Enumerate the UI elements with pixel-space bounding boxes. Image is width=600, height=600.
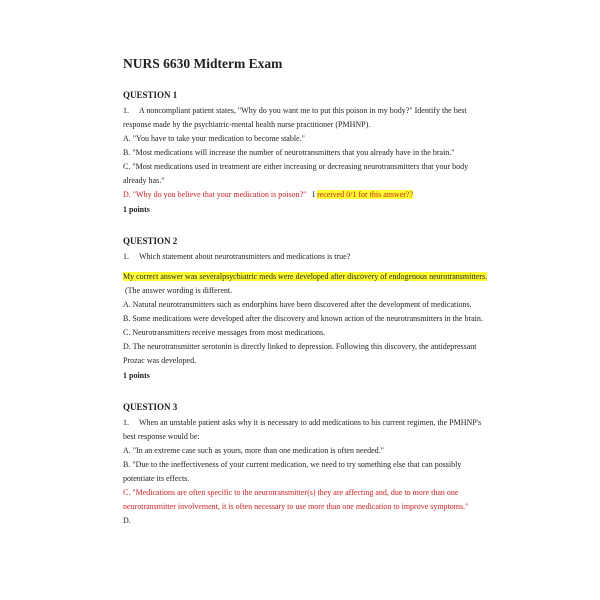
question-1-score-note: received 0/1 for this answer?? [317,190,414,199]
question-2-option-a: A. Natural neurotransmitters such as endorphins have been discovered after the development of medications. [123,300,472,309]
question-1-stem-text: A noncompliant patient states, "Why do you want me to put this poison in my body?" Identify the best response made by the psychiatric-mental health nurse practitioner (PMHNP). [123,106,467,129]
question-1-answer-line [123,188,488,202]
question-2-points: 1 points [123,371,150,380]
question-1-heading: QUESTION 1 [123,90,178,100]
question-3-option-d: D. [123,516,131,525]
question-1-option-b: B. "Most medications will increase the number of neurotransmitters that you already have in the brain." [123,148,455,157]
question-3-heading: QUESTION 3 [123,402,178,412]
page-title: NURS 6630 Midterm Exam [123,56,283,71]
question-2-stem [123,250,488,264]
document-content [123,56,488,528]
question-3-option-c: C. "Medications are often specific to the neurotransmitter(s) they are affecting and, due to more than one neurotransmitter involvement, it is often necessary to use more than one medication to improve symptoms." [123,488,469,511]
question-1-option-a: A. "You have to take your medication to become stable." [123,134,305,143]
question-2-highlight-note: My correct answer was severalpsychiatric meds were developed after discovery of endogenous neurotransmitters. [123,272,488,281]
question-3-number: 1. [123,418,129,427]
question-2-plain-note: (The answer wording is different. [125,286,233,295]
question-1-stem [123,104,488,132]
question-2-stem-text: Which statement about neurotransmitters and medications is true? [139,252,351,261]
question-2-number: 1. [123,252,129,261]
question-1-points: 1 points [123,205,150,214]
question-3-stem [123,416,488,444]
question-1-separator: I [312,190,316,199]
question-2-note [123,270,488,298]
question-1-option-c: C. "Most medications used in treatment are either increasing or decreasing neurotransmitters that your body already has." [123,162,469,185]
question-3-option-a: A. "In an extreme case such as yours, more than one medication is often needed." [123,446,384,455]
question-2-option-c: C. Neurotransmitters receive messages from most medications. [123,328,326,337]
question-1-option-d: D. "Why do you believe that your medication is poison?" [123,190,307,199]
question-1-number: 1. [123,106,129,115]
question-2-option-b: B. Some medications were developed after the discovery and known action of the neurotransmitters in the brain. [123,314,483,323]
question-2-option-d: D. The neurotransmitter serotonin is directly linked to depression. Following this discovery, the antidepressant Prozac was developed. [123,342,477,365]
question-3-stem-text: When an unstable patient asks why it is necessary to add medications to his current regimen, the PMHNP's best response would be: [123,418,482,441]
question-3-option-b: B. "Due to the ineffectiveness of your current medication, we need to try something else that can possibly potentiate its effects. [123,460,462,483]
question-2-heading: QUESTION 2 [123,236,178,246]
